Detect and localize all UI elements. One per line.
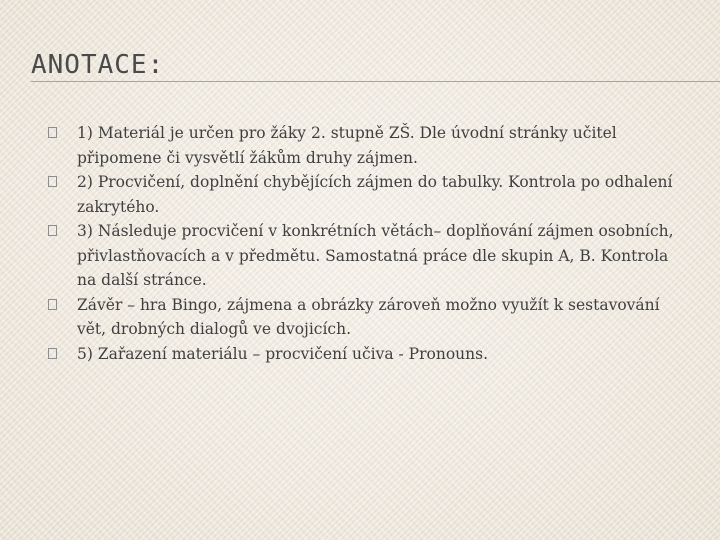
list-item: [48, 342, 688, 367]
square-bullet-icon: [48, 225, 57, 236]
list-item: [48, 219, 688, 293]
list-item-text: 3) Následuje procvičení v konkrétních větách– doplňování zájmen osobních, přivlastňovacích a v předmětu. Samostatná práce dle skupin A, B. Kontrola na další stránce.: [77, 222, 674, 289]
list-item-text: 2) Procvičení, doplnění chybějících zájmen do tabulky. Kontrola po odhalení zakrytého.: [77, 173, 673, 216]
annotation-list: [48, 121, 688, 366]
square-bullet-icon: [48, 348, 57, 359]
page-title: ANOTACE:: [31, 50, 165, 80]
list-item: [48, 293, 688, 342]
square-bullet-icon: [48, 299, 57, 310]
square-bullet-icon: [48, 127, 57, 138]
list-item: [48, 170, 688, 219]
list-item-text: 5) Zařazení materiálu – procvičení učiva - Pronouns.: [77, 344, 489, 363]
square-bullet-icon: [48, 176, 57, 187]
list-item: [48, 121, 688, 170]
title-underline: [31, 81, 720, 82]
list-item-text: Závěr – hra Bingo, zájmena a obrázky zároveň možno využít k sestavování vět, drobných dialogů ve dvojicích.: [77, 295, 660, 338]
list-item-text: 1) Materiál je určen pro žáky 2. stupně ZŠ. Dle úvodní stránky učitel připomene či vysvětlí žákům druhy zájmen.: [77, 124, 617, 167]
